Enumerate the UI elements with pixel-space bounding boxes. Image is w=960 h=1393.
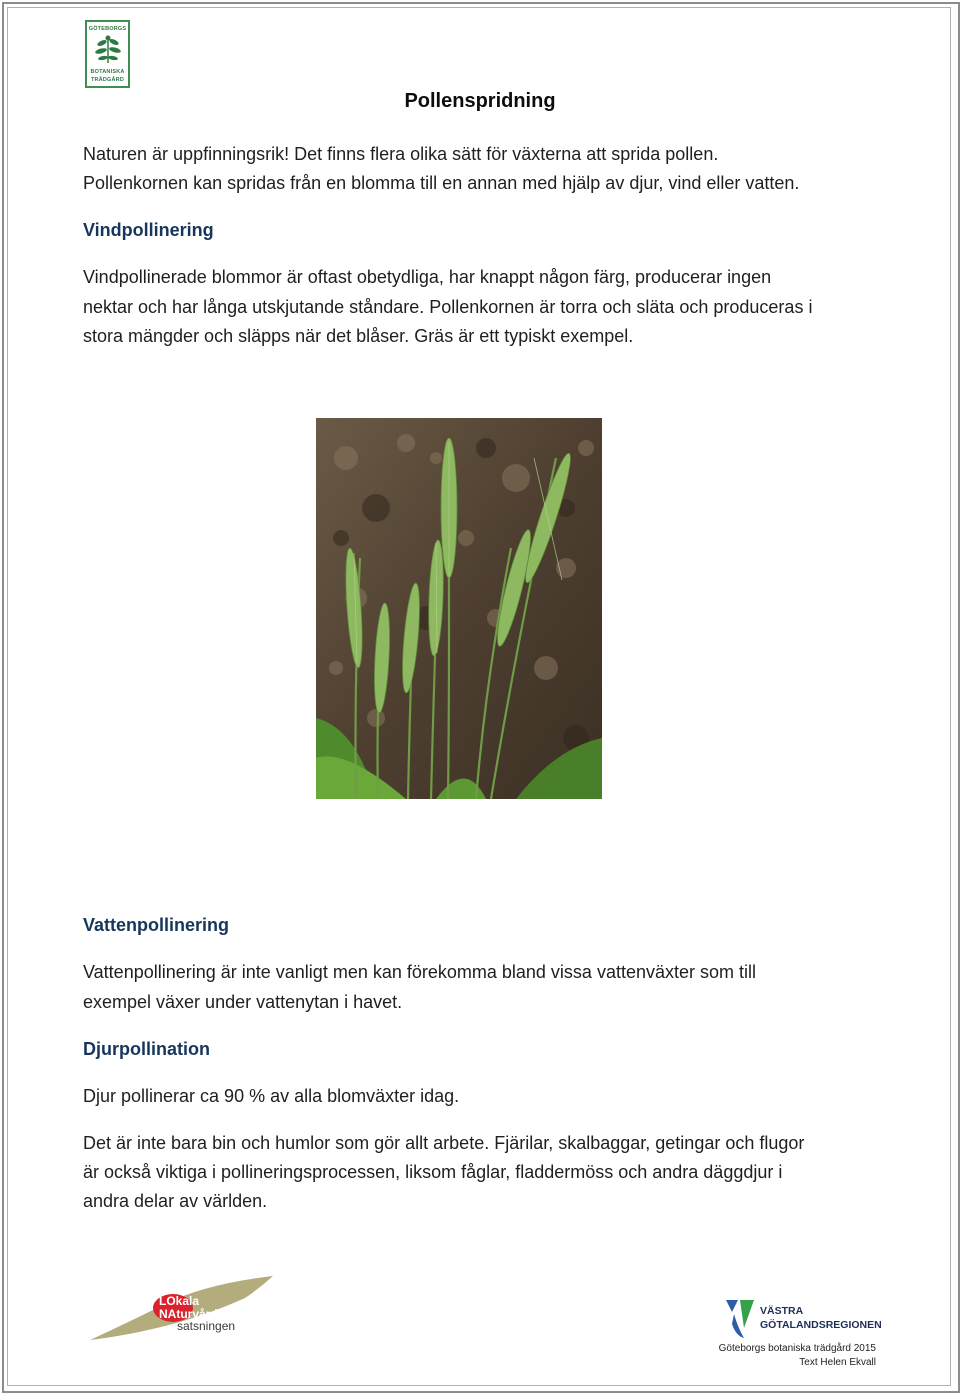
section-heading-water: Vattenpollinering — [83, 915, 230, 935]
credit-line-1: Göteborgs botaniska trädgård 2015 — [718, 1343, 876, 1354]
intro-line-1: Naturen är uppfinningsrik! Det finns flera olika sätt för växterna att sprida pollen. — [83, 144, 719, 164]
intro-line-2: Pollenkornen kan spridas från en blomma till en annan med hjälp av djur, vind eller vatten. — [83, 173, 800, 193]
animal-line-1: Djur pollinerar ca 90 % av alla blomväxter idag. — [83, 1086, 460, 1106]
logo-line-3: TRÄDGÅRD — [90, 77, 125, 83]
vastra-gotalandsregionen-logo — [724, 1298, 884, 1344]
botanical-garden-logo — [85, 20, 130, 88]
wind-line-3: stora mängder och släpps när det blåser. Gräs är ett typiskt exempel. — [83, 326, 634, 346]
closing-line-2: är också viktiga i pollineringsprocessen, liksom fåglar, fladdermöss och andra däggdjur i — [83, 1162, 783, 1182]
water-line-2: exempel växer under vattenytan i havet. — [83, 992, 403, 1012]
closing-line-1: Det är inte bara bin och humlor som gör allt arbete. Fjärilar, skalbaggar, getingar och flugor — [83, 1133, 805, 1153]
wind-line-1: Vindpollinerade blommor är oftast obetydliga, har knappt någon färg, producerar ingen — [83, 267, 772, 287]
section-heading-animal: Djurpollination — [83, 1039, 210, 1059]
plant-icon — [94, 34, 122, 64]
credit-line-2: Text Helen Ekvall — [799, 1357, 876, 1368]
wheat-photo — [316, 418, 602, 799]
water-line-1: Vattenpollinering är inte vanligt men kan förekomma bland vissa vattenväxter som till — [83, 962, 756, 982]
wind-line-2: nektar och har långa utskjutande ståndare. Pollenkornen är torra och släta och produceras i — [83, 297, 813, 317]
lona-line-2: NAturvårds — [159, 1307, 225, 1321]
lona-line-3: satsningen — [177, 1319, 236, 1333]
lona-line-1: LOkala — [159, 1294, 200, 1308]
logo-line-2: BOTANISKA — [90, 69, 125, 75]
page-title: Pollenspridning — [404, 90, 556, 112]
lona-logo — [85, 1274, 280, 1346]
vgr-line-2: GÖTALANDSREGIONEN — [760, 1319, 882, 1331]
vgr-line-1: VÄSTRA — [760, 1305, 804, 1317]
logo-line-1: GÖTEBORGS — [88, 26, 127, 32]
section-heading-wind: Vindpollinering — [83, 220, 214, 240]
closing-line-3: andra delar av världen. — [83, 1191, 268, 1211]
